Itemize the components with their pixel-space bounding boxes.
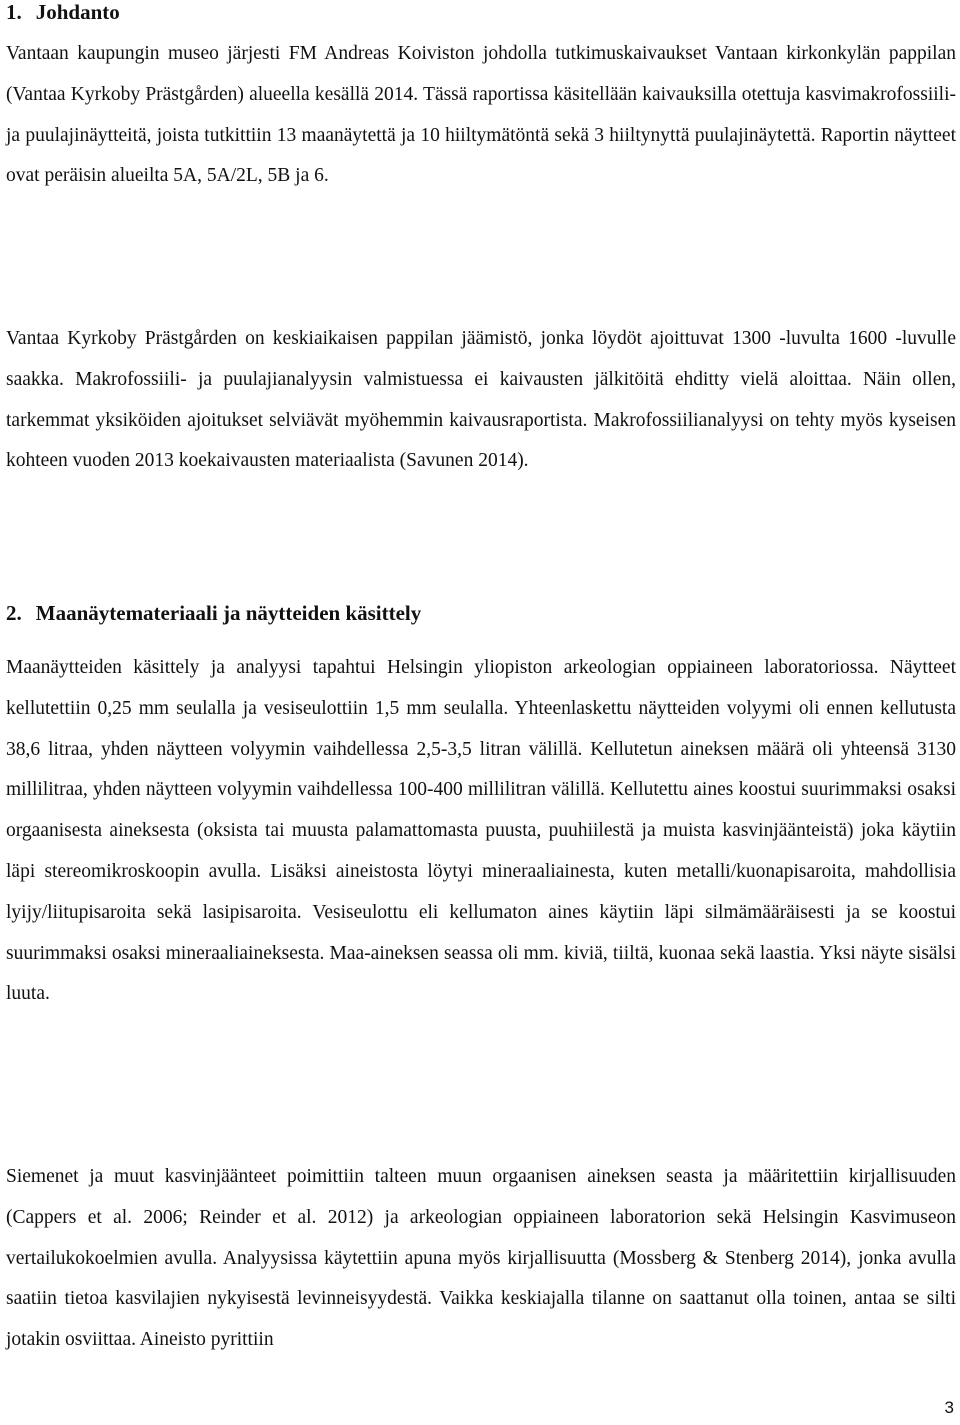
section-title: Johdanto	[35, 0, 120, 24]
paragraph-processing-1: Maanäytteiden käsittely ja analyysi tapahtui Helsingin yliopiston arkeologian oppiaineen laboratoriossa. Näytteet kellutettiin 0,25 mm seulalla ja vesiseulottiin 1,5 mm seulalla. Yhteenlaskettu näytteiden volyymi oli ennen kellutusta 38,6 litraa, yhden näytteen volyymin vaihdellessa 2,5-3,5 litran välillä. Kellutetun aineksen määrä oli yhteensä 3130 millilitraa, yhden näytteen volyymin vaihdellessa 100-400 millilitran välillä. Kellutettu aines koostui suurimmaksi osaksi orgaanisesta aineksesta (oksista tai muusta palamattomasta puusta, puuhiilestä ja muista kasvinjäänteistä) joka käytiin läpi stereomikroskoopin avulla. Lisäksi aineistosta löytyi mineraaliainesta, kuten metalli/kuonapisaroita, mahdollisia lyijy/liitupisaroita sekä lasipisaroita. Vesiseulottu eli kellumaton aines käytiin läpi silmämääräisesti ja se koostui suurimmaksi osaksi mineraaliaineksesta. Maa-aineksen seassa oli mm. kiviä, tiiltä, kuonaa sekä laastia. Yksi näyte sisälsi luuta.	[6, 657, 956, 1005]
paragraph-processing-2: Siemenet ja muut kasvinjäänteet poimittiin talteen muun orgaanisen aineksen seasta ja määritettiin kirjallisuuden (Cappers et al. 2006; Reinder et al. 2012) ja arkeologian oppiaineen laboratorion sekä Helsingin Kasvimuseon vertailukokoelmien avulla. Analyysissa käytettiin apuna myös kirjallisuutta (Mossberg & Stenberg 2014), jonka avulla saatiin tietoa kasvilajien nykyisestä levinneisyydestä. Vaikka keskiajalla tilanne on saattanut olla toinen, antaa se silti jotakin osviittaa. Aineisto pyrittiin	[6, 1166, 956, 1351]
section-heading-materials	[6, 601, 421, 625]
paragraph-intro-1: Vantaan kaupungin museo järjesti FM Andreas Koiviston johdolla tutkimuskaivaukset Vantaan kirkonkylän pappilan (Vantaa Kyrkoby Prästgården) alueella kesällä 2014. Tässä raportissa käsitellään kaivauksilla otettuja kasvimakrofossiili- ja puulajinäytteitä, joista tutkittiin 13 maanäytettä ja 10 hiiltymätöntä sekä 3 hiiltynyttä puulajinäytettä. Raportin näytteet ovat peräisin alueilta 5A, 5A/2L, 5B ja 6.	[6, 43, 956, 187]
page-number: 3	[944, 1398, 954, 1417]
section-number: 1.	[6, 0, 22, 24]
paragraph-intro-2: Vantaa Kyrkoby Prästgården on keskiaikaisen pappilan jäämistö, jonka löydöt ajoittuvat 1300 -luvulta 1600 -luvulle saakka. Makrofossiili- ja puulajianalyysin valmistuessa ei kaivausten jälkitöitä ehditty vielä aloittaa. Näin ollen, tarkemmat yksiköiden ajoitukset selviävät myöhemmin kaivausraportista. Makrofossiilianalyysi on tehty myös kyseisen kohteen vuoden 2013 koekaivausten materiaalista (Savunen 2014).	[6, 328, 956, 472]
section-number: 2.	[6, 601, 22, 625]
section-title: Maanäytemateriaali ja näytteiden käsittely	[35, 601, 422, 625]
section-heading-johdanto	[6, 0, 120, 24]
